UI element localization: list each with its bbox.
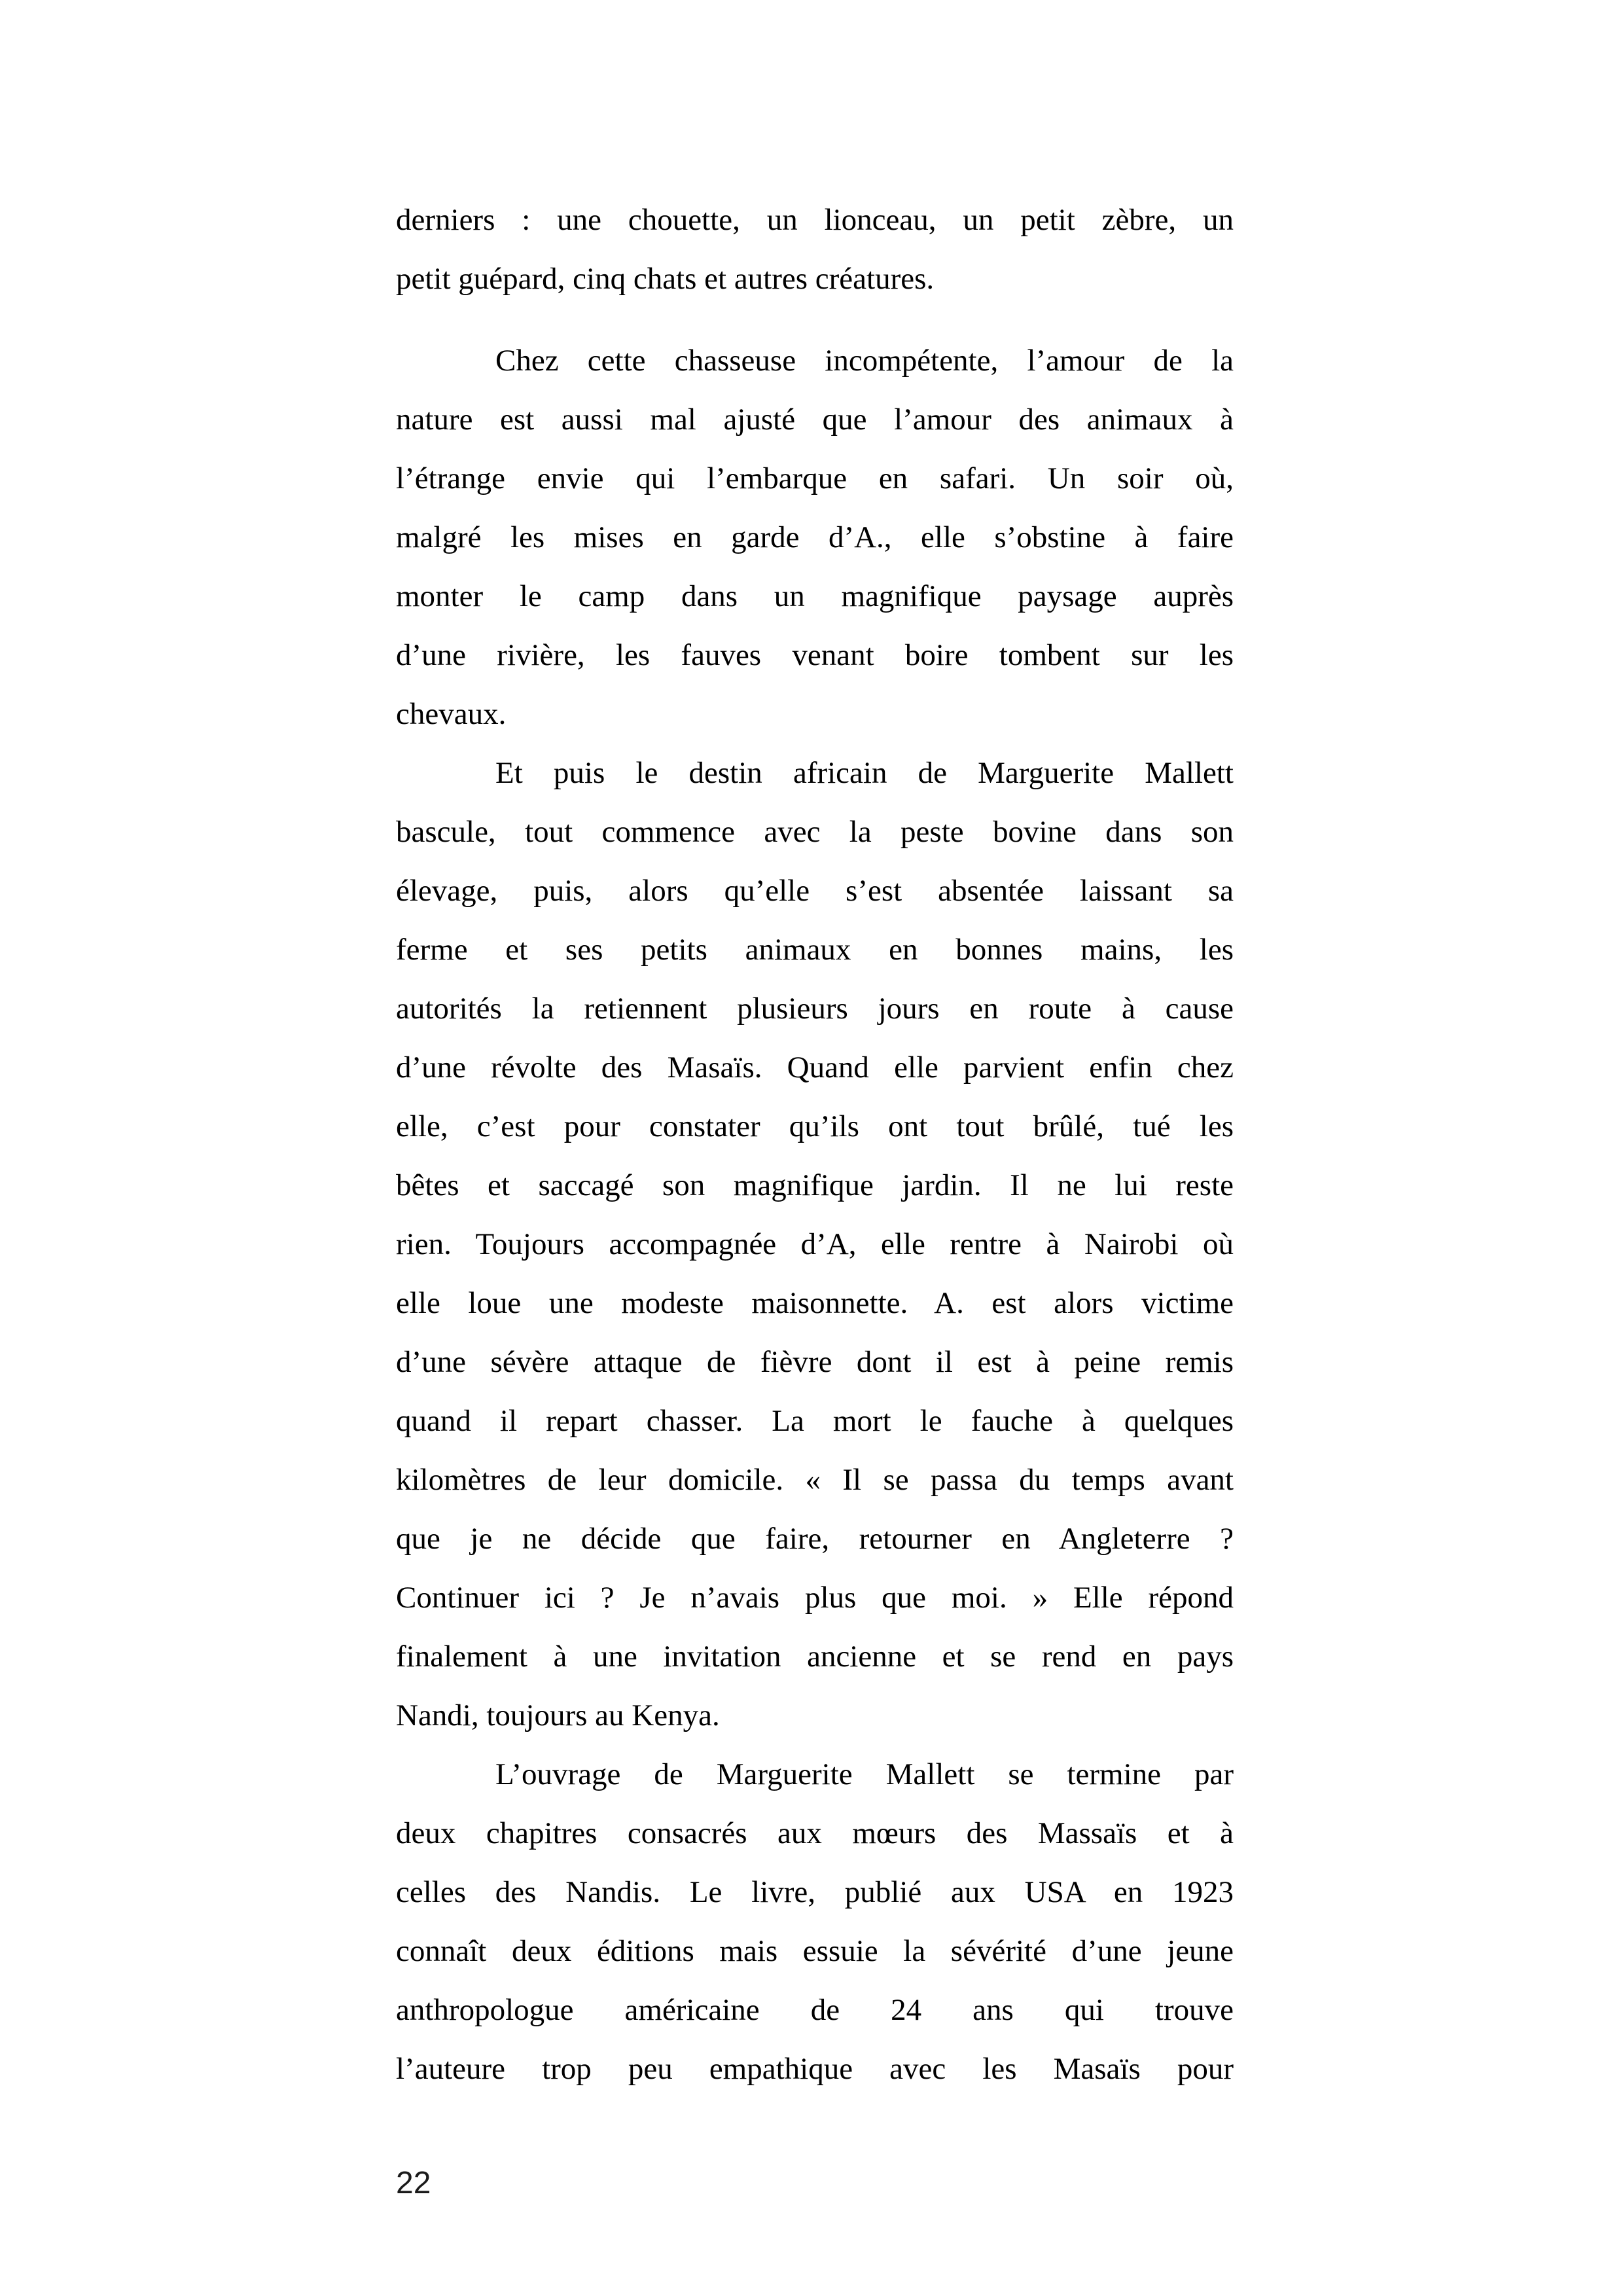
text-line: ferme et ses petits animaux en bonnes mains, les [396, 933, 1234, 967]
text-line: kilomètres de leur domicile. « Il se passa du temps avant [396, 1463, 1234, 1497]
text-line: bêtes et saccagé son magnifique jardin. Il ne lui reste [396, 1168, 1234, 1202]
text-line: derniers : une chouette, un lionceau, un petit zèbre, un [396, 203, 1234, 237]
text-line: chevaux. [396, 697, 507, 731]
text-line: bascule, tout commence avec la peste bovine dans son [396, 815, 1234, 849]
text-line: rien. Toujours accompagnée d’A, elle rentre à Nairobi où [396, 1227, 1234, 1261]
paragraph [396, 1745, 1234, 2098]
text-line: Chez cette chasseuse incompétente, l’amour de la [495, 344, 1234, 378]
text-line: Et puis le destin africain de Marguerite Mallett [495, 756, 1234, 790]
page-footer [396, 2168, 431, 2199]
text-line: autorités la retiennent plusieurs jours en route à cause [396, 992, 1234, 1026]
text-line: connaît deux éditions mais essuie la sévérité d’une jeune [396, 1934, 1234, 1968]
text-line: nature est aussi mal ajusté que l’amour des animaux à [396, 403, 1234, 437]
text-line: quand il repart chasser. La mort le fauche à quelques [396, 1404, 1234, 1438]
text-line: élevage, puis, alors qu’elle s’est absentée laissant sa [396, 874, 1234, 908]
paragraph [396, 744, 1234, 1745]
paragraph [396, 190, 1234, 308]
text-line: Continuer ici ? Je n’avais plus que moi. » Elle répond [396, 1581, 1234, 1615]
text-line: que je ne décide que faire, retourner en Angleterre ? [396, 1522, 1234, 1556]
text-line: finalement à une invitation ancienne et se rend en pays [396, 1640, 1234, 1674]
text-line: l’auteure trop peu empathique avec les Masaïs pour [396, 2052, 1234, 2086]
text-line: elle loue une modeste maisonnette. A. est alors victime [396, 1286, 1234, 1320]
text-line: petit guépard, cinq chats et autres créatures. [396, 262, 935, 296]
text-line: malgré les mises en garde d’A., elle s’obstine à faire [396, 520, 1234, 554]
page-number: 22 [396, 2166, 431, 2200]
text-line: Nandi, toujours au Kenya. [396, 1698, 720, 1732]
text-line: monter le camp dans un magnifique paysage auprès [396, 579, 1234, 613]
text-line: d’une révolte des Masaïs. Quand elle parvient enfin chez [396, 1050, 1234, 1085]
paragraph [396, 331, 1234, 744]
text-line: deux chapitres consacrés aux mœurs des Massaïs et à [396, 1816, 1234, 1850]
text-line: elle, c’est pour constater qu’ils ont tout brûlé, tué les [396, 1109, 1234, 1143]
body-text [396, 190, 1234, 2098]
text-line: d’une rivière, les fauves venant boire tombent sur les [396, 638, 1234, 672]
text-line: anthropologue américaine de 24 ans qui trouve [396, 1993, 1234, 2027]
text-line: L’ouvrage de Marguerite Mallett se termine par [495, 1757, 1234, 1791]
text-line: celles des Nandis. Le livre, publié aux USA en 1923 [396, 1875, 1234, 1909]
text-line: d’une sévère attaque de fièvre dont il est à peine remis [396, 1345, 1234, 1379]
text-line: l’étrange envie qui l’embarque en safari. Un soir où, [396, 461, 1234, 495]
